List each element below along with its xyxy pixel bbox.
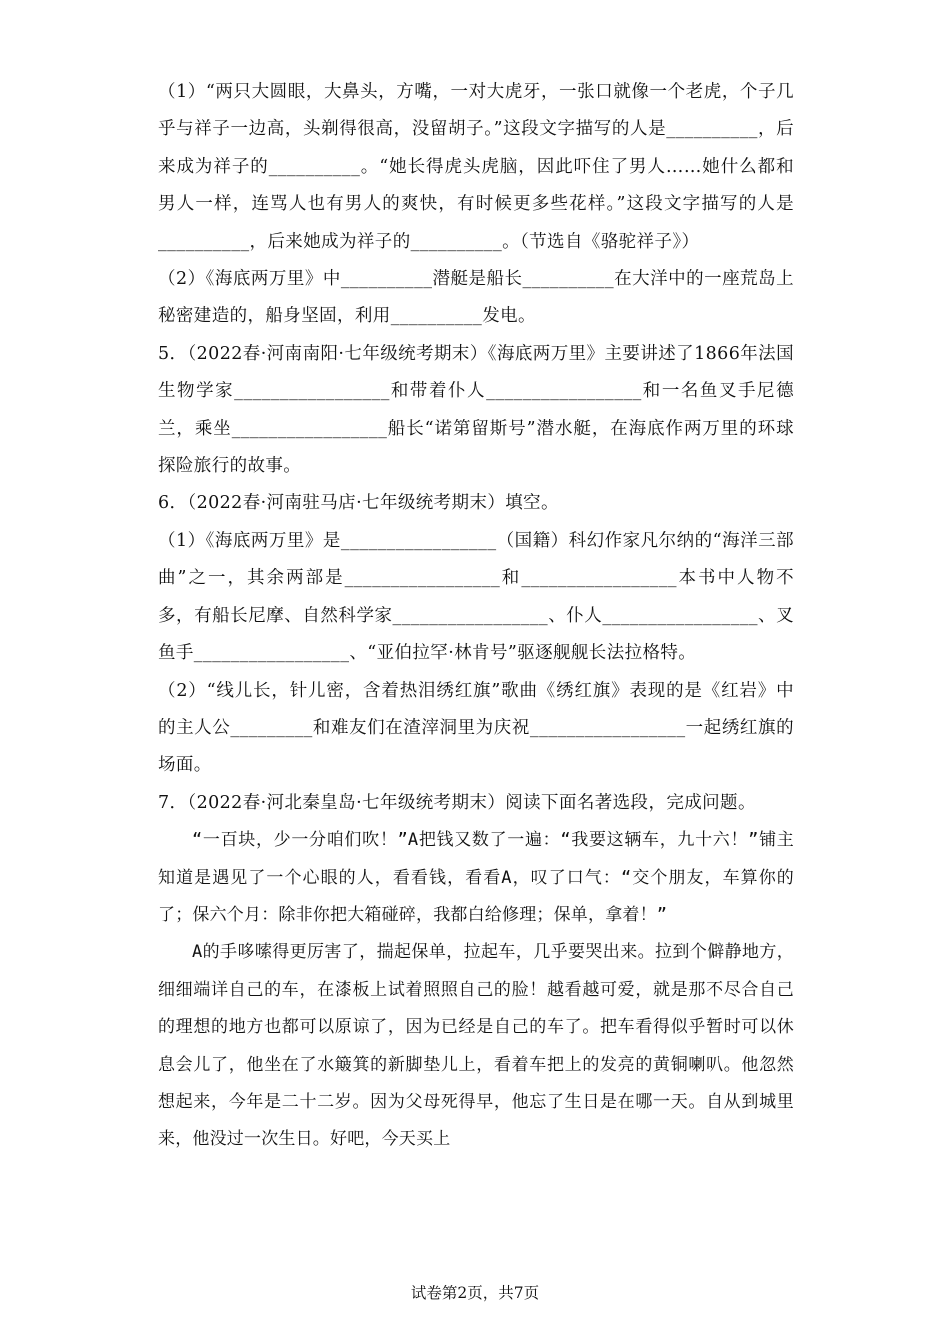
question-5: 5．（2022春·河南南阳·七年级统考期末）《海底两万里》主要讲述了1866年法国生物学家_________________和带着仆人_________________和一名鱼叉手尼德兰，乘坐_________________船长“诺第留斯号”潜水艇，在海底作两万里的环球探险旅行的故事。 (158, 343, 794, 477)
question-4-part-2: （2）《海底两万里》中__________潜艇是船长__________在大洋中的一座荒岛上秘密建造的，船身坚固，利用__________发电。 (158, 269, 794, 327)
excerpt-paragraph-1: “一百块，少一分咱们吹！”A把钱又数了一遍：“我要这辆车，九十六！”铺主知道是遇见了一个心眼的人，看看钱，看看A，叹了口气：“交个朋友，车算你的了；保六个月：除非你把大箱碰碎，我都白给修理；保单，拿着！” (158, 830, 794, 925)
question-7-heading: 7．（2022春·河北秦皇岛·七年级统考期末）阅读下面名著选段，完成问题。 (158, 792, 756, 813)
question-6-part-1: （1）《海底两万里》是_________________（国籍）科幻作家凡尔纳的“海洋三部曲”之一，其余两部是_________________和_________________本书中人物不多，有船长尼摩、自然科学家_________________、仆人_________________、叉鱼手_________________、“亚伯拉罕·林肯号”驱逐舰舰长法拉格特。 (158, 530, 794, 664)
excerpt-paragraph-2: A的手哆嗦得更厉害了，揣起保单，拉起车，几乎要哭出来。拉到个僻静地方，细细端详自己的车，在漆板上试着照照自己的脸！越看越可爱，就是那不尽合自己的理想的地方也都可以原谅了，因为已经是自己的车了。把车看得似乎暂时可以休息会儿了，他坐在了水簸箕的新脚垫儿上，看着车把上的发亮的黄铜喇叭。他忽然想起来，今年是二十二岁。因为父母死得早，他忘了生日是在哪一天。自从到城里来，他没过一次生日。好吧，今天买上 (158, 942, 794, 1150)
page-footer: 试卷第2页，共7页 (410, 1284, 540, 1302)
question-6-heading: 6．（2022春·河南驻马店·七年级统考期末）填空。 (158, 493, 559, 514)
page-content (158, 74, 794, 1159)
question-6-part-2: （2）“线儿长，针儿密，含着热泪绣红旗”歌曲《绣红旗》表现的是《红岩》中的主人公_________和难友们在渣滓洞里为庆祝_________________一起绣红旗的场面。 (158, 680, 794, 776)
question-4-part-1: （1）“两只大圆眼，大鼻头，方嘴，一对大虎牙，一张口就像一个老虎，个子几乎与祥子一边高，头剃得很高，没留胡子。”这段文字描写的人是__________，后来成为祥子的__________。“她长得虎头虎脑，因此吓住了男人……她什么都和男人一样，连骂人也有男人的爽快，有时候更多些花样。”这段文字描写的人是__________，后来她成为祥子的__________。（节选自《骆驼祥子》） (158, 82, 794, 252)
